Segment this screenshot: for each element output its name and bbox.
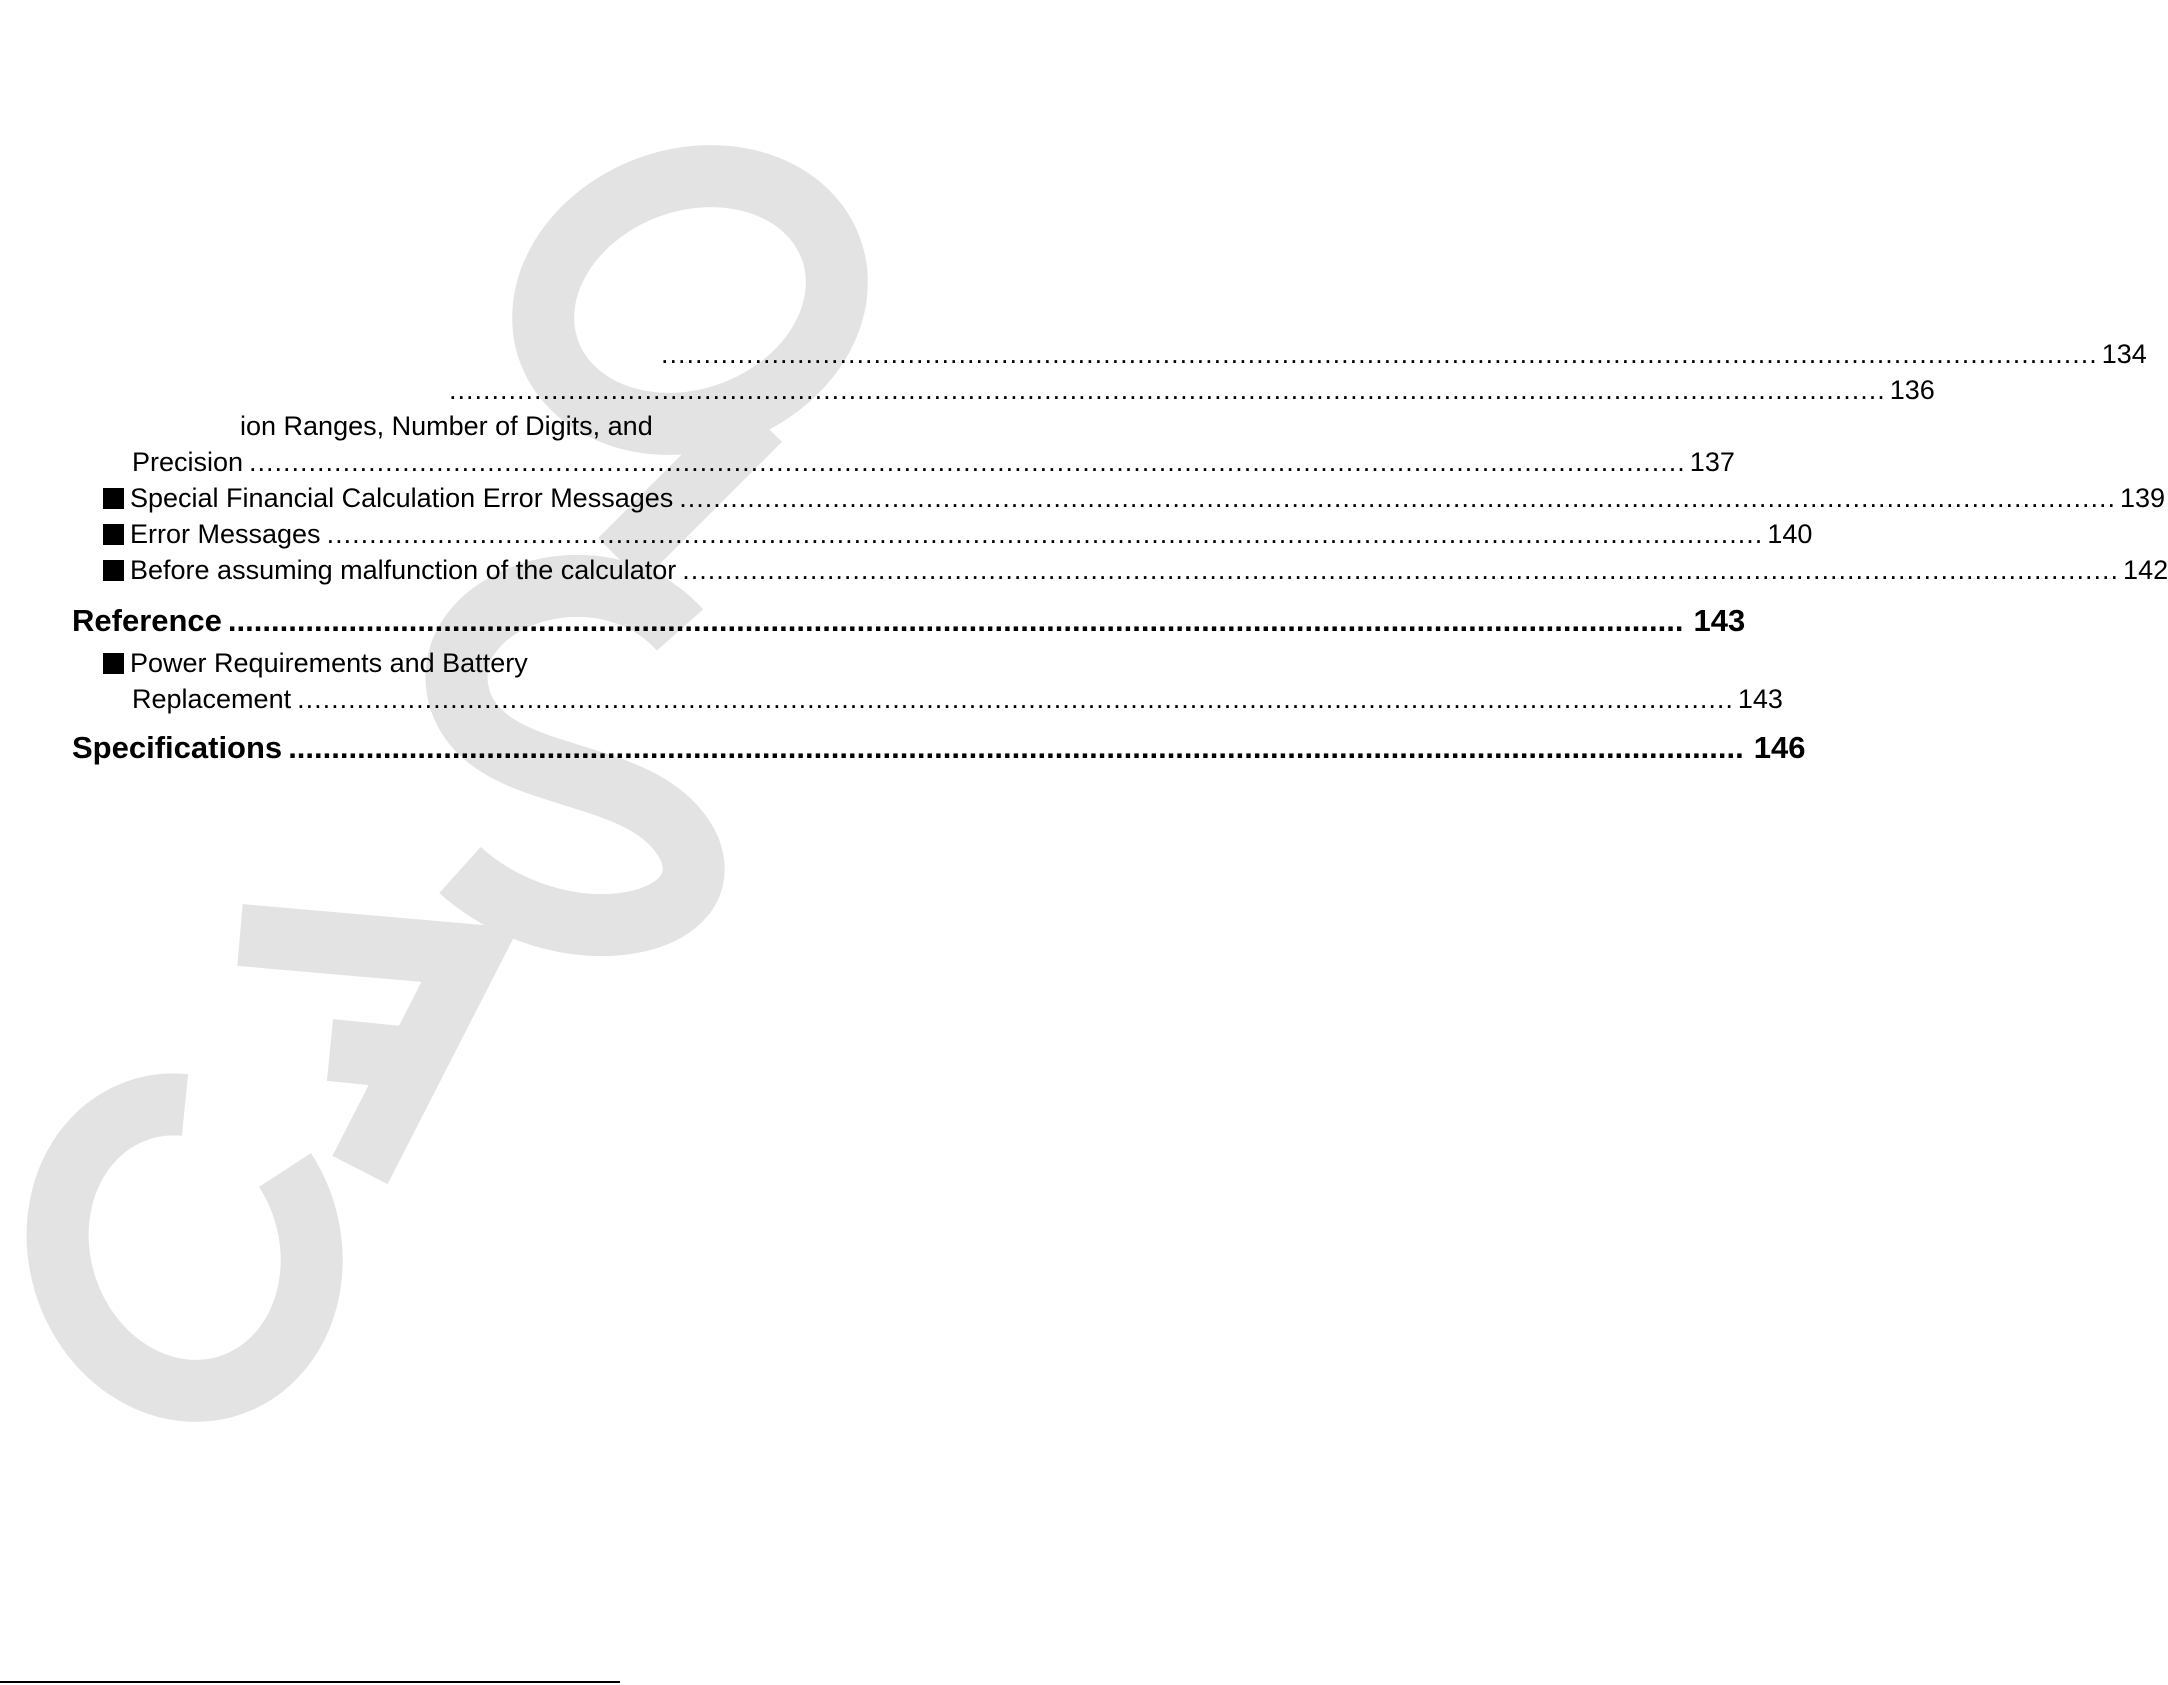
toc-leader: ......................................................................................................................................................................... [297,684,1734,714]
toc-page-number: 140 [1767,519,1813,549]
toc-leader: ......................................................................................................................................................................... [227,603,1684,638]
toc-label: Before assuming malfunction of the calculator [130,555,677,585]
toc-section-label: Reference [72,603,222,638]
page-bottom-rule [0,1681,620,1683]
toc-leader: ......................................................................................................................................................................... [449,375,1886,405]
toc-label: Special Financial Calculation Error Messages [130,483,674,513]
toc-label: Precision [132,447,244,477]
toc-page-number: 139 [2120,483,2166,513]
toc-entry-143-first-line [103,646,528,680]
toc-page-number: 143 [1693,603,1746,638]
toc-page-number: 143 [1737,684,1783,714]
toc-page-number: 134 [2101,339,2147,369]
toc-section-label: Specifications [72,730,283,765]
square-bullet-icon [103,653,124,674]
toc-leader: ......................................................................................................................................................................... [679,483,2116,513]
toc-page-number: 136 [1889,375,1935,405]
toc-entry-140[interactable] [103,517,1813,551]
toc-label: Error Messages [130,519,321,549]
square-bullet-icon [103,524,124,545]
toc-leader: ......................................................................................................................................................................... [249,447,1686,477]
toc-leader: ......................................................................................................................................................................... [288,730,1744,765]
toc-page-number: 146 [1753,730,1806,765]
casio-watermark [0,0,891,1685]
toc-label: Power Requirements and Battery [130,648,528,678]
square-bullet-icon [103,560,124,581]
toc-leader: ......................................................................................................................................................................... [326,519,1764,549]
toc-entry-142[interactable] [103,553,2168,587]
toc-entry-136[interactable] [443,373,1935,407]
toc-page-number: 137 [1689,447,1735,477]
toc-label: Replacement [132,684,292,714]
toc-leader: ......................................................................................................................................................................... [682,555,2120,585]
square-bullet-icon [103,488,124,509]
toc-entry-143[interactable] [132,682,1783,716]
toc-entry-139[interactable] [103,481,2166,515]
toc-section-specifications[interactable] [72,728,1806,768]
toc-leader: ......................................................................................................................................................................... [661,339,2098,369]
toc-page-number: 142 [2123,555,2168,585]
toc-entry-137[interactable] [132,445,1735,479]
toc-entry-134[interactable] [655,337,2147,371]
toc-entry-137-first-line: ion Ranges, Number of Digits, and [240,411,653,441]
toc-section-reference[interactable] [72,601,1746,641]
